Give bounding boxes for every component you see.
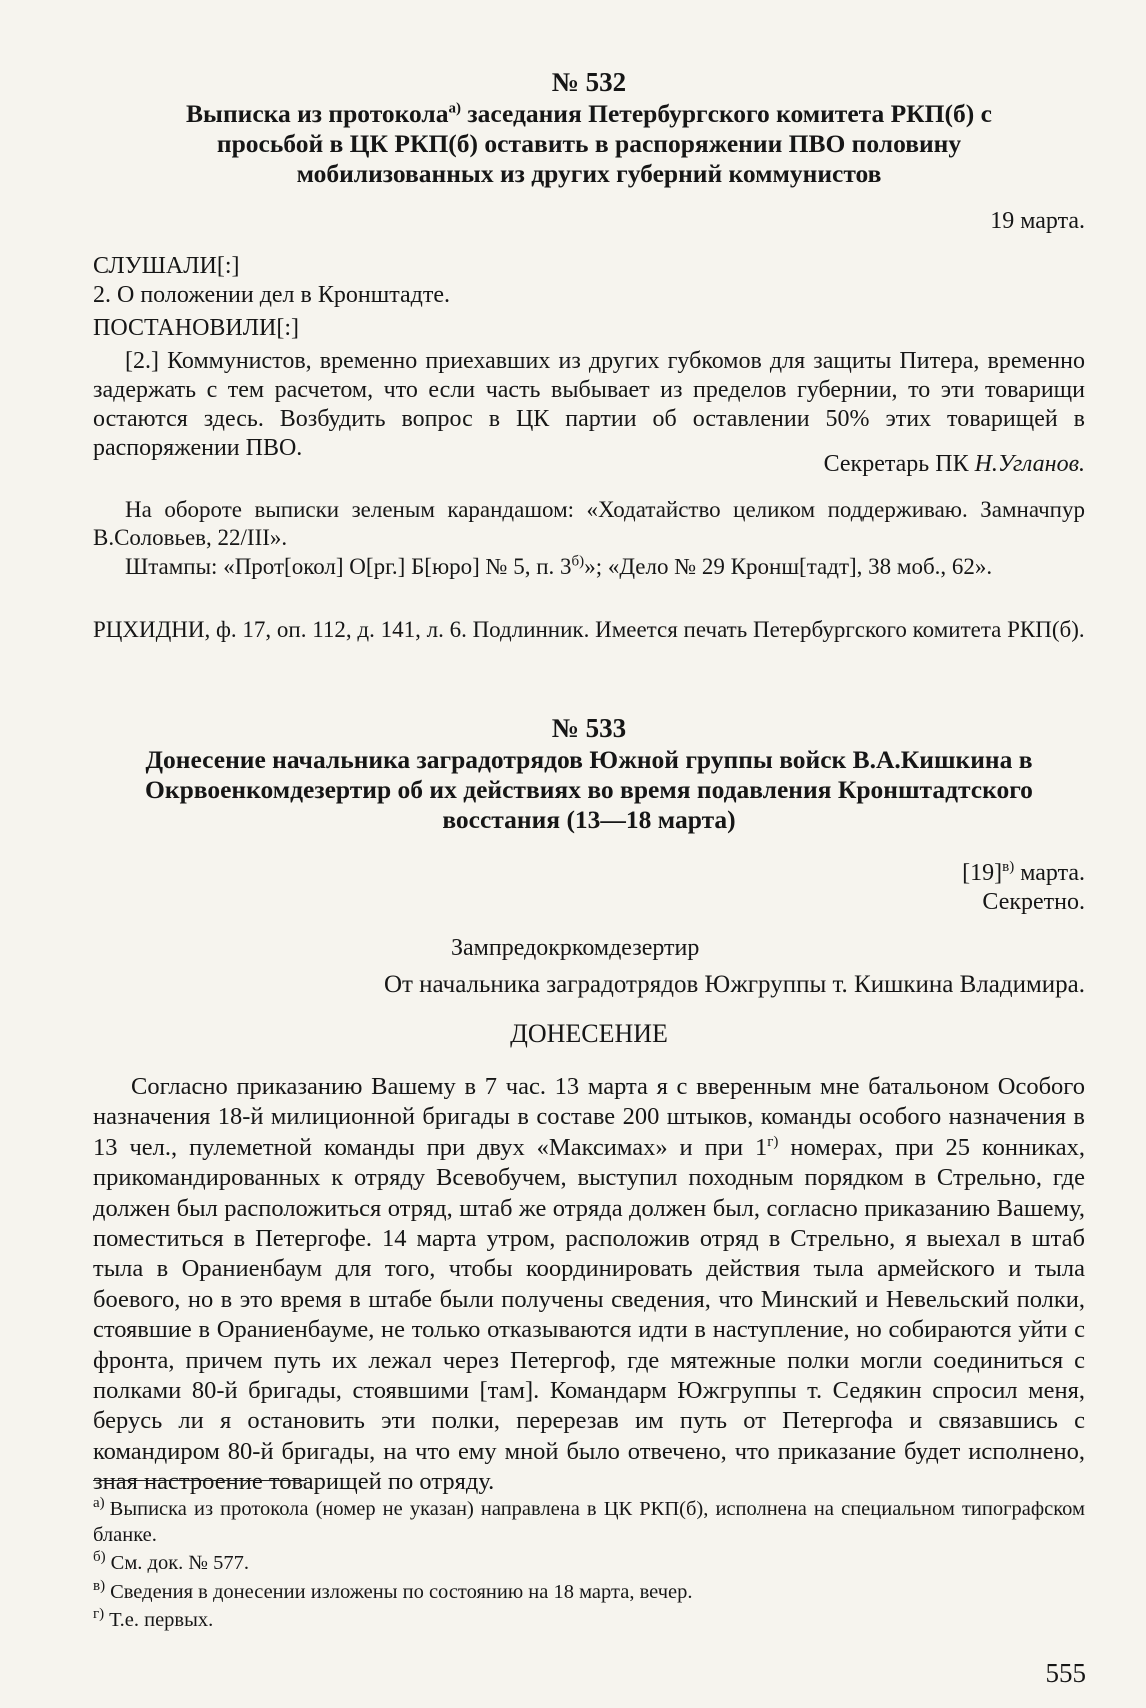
footnote-text: Сведения в донесении изложены по состоянию на 18 марта, вечер. [110, 1580, 693, 1603]
stamps-start: Штампы: «Прот[окол] О[рг.] Б[юро] № 5, п. 3 [125, 554, 572, 579]
doc532-title-footnote-mark: а) [448, 100, 461, 117]
stamps-footnote-mark: б) [571, 553, 585, 570]
archive-reference: РЦХИДНИ, ф. 17, оп. 112, д. 141, л. 6. Подлинник. Имеется печать Петербургского комитета РКП(б). [93, 617, 1085, 642]
report-body-start: Согласно приказанию Вашему в 7 час. 13 марта я с вверенным мне батальоном Особого назначения 18-й милиционной бригады в составе 200 штыков, команды особого назначения в 13 чел., пулеметной команды при двух «Максимах» и при 1 [93, 1073, 1085, 1161]
resolved-text: [2.] Коммунистов, временно приехавших из других губкомов для защиты Питера, временно задержать с тем расчетом, что если часть выбывает из пределов губернии, то эти товарищи остаются здесь. Возбудить вопрос в ЦК партии об оставлении 50% этих товарищей в распоряжении ПВО. [93, 348, 1085, 461]
doc532-number: № 532 [551, 67, 627, 97]
doc533-date [93, 859, 1085, 888]
footnote-divider [93, 1480, 307, 1481]
footnote-item [93, 1608, 1085, 1634]
report-body-rest: номерах, при 25 конниках, прикомандированных к отряду Всевобучем, выступил походным порядком в Стрельно, где должен был расположиться отряд, штаб же отряда должен был, согласно приказанию Вашему, поместиться в Петергофе. 14 марта утром, расположив отряд в Стрельно, я выехал в штаб тыла в Ораниенбаум для того, чтобы координировать действия тыла армейского и тыла боевого, но в это время в штабе были получены сведения, что Минский и Невельский полки, стоявшие в Ораниенбауме, не только отказываются идти в наступление, но собираются уйти с фронта, причем путь их лежал через Петергоф, где мятежные полки могли соединиться с полками 80-й бригады, стоявшими [там]. Командарм Южгруппы т. Седякин спросил меня, берусь ли я остановить эти полки, перерезав им путь от Петергофа и связавшись с командиром 80-й бригады, на что ему мной было отвечено, что приказание будет исполнено, зная настроение товарищей по отряду. [93, 1133, 1085, 1496]
footnote-mark: а) [93, 1495, 105, 1512]
footnote-text: Выписка из протокола (номер не указан) направлена в ЦК РКП(б), исполнена на специальном типографском бланке. [93, 1498, 1085, 1546]
report-heading: ДОНЕСЕНИЕ [510, 1019, 668, 1048]
footnote-mark: г) [93, 1606, 105, 1623]
reverse-note: На обороте выписки зеленым карандашом: «Ходатайство целиком поддерживаю. Замначпур В.Соловьев, 22/III». [93, 497, 1085, 550]
addressee: Зампредокркомдезертир [451, 935, 700, 961]
doc532-signature [93, 450, 1085, 479]
report-body-footnote-mark: г) [767, 1133, 779, 1150]
doc533-date-footnote-mark: в) [1002, 859, 1015, 875]
doc532-title [93, 99, 1085, 189]
doc533-date-start: [19] [962, 860, 1003, 886]
heard-item: 2. О положении дел в Кронштадте. [93, 282, 450, 308]
signature-name: Н.Угланов. [974, 451, 1085, 477]
doc533-number: № 533 [551, 713, 627, 743]
footnote-mark: в) [93, 1577, 106, 1594]
sender: От начальника заградотрядов Южгруппы т. Кишкина Владимира. [383, 971, 1085, 998]
stamps-note [93, 553, 1085, 581]
footnote-item [93, 1551, 1085, 1577]
doc533-date-rest: марта. [1014, 860, 1085, 886]
doc533-title: Донесение начальника заградотрядов Южной группы войск В.А.Кишкина в Окрвоенкомдезертир об их действиях во время подавления Кронштадтского восстания (13—18 марта) [145, 745, 1033, 834]
stamps-rest: »; «Дело № 29 Кронш[тадт], 38 моб., 62». [584, 554, 993, 579]
footnote-text: Т.е. первых. [109, 1609, 214, 1631]
secret-mark: Секретно. [982, 889, 1085, 915]
footnote-item [93, 1577, 1085, 1606]
footnote-mark: б) [93, 1549, 106, 1566]
doc532-date: 19 марта. [990, 208, 1085, 234]
report-body [93, 1072, 1085, 1498]
resolved-label: ПОСТАНОВИЛИ[:] [93, 315, 300, 341]
heard-label: СЛУШАЛИ[:] [93, 253, 240, 279]
doc532-title-start: Выписка из протокола [186, 99, 449, 128]
footnote-text: См. док. № 577. [110, 1552, 249, 1574]
footnote-item [93, 1497, 1085, 1548]
page-number: 555 [1045, 1658, 1086, 1688]
footnotes [93, 1497, 1085, 1634]
doc532-title-rest: заседания Петербургского комитета РКП(б) с просьбой в ЦК РКП(б) оставить в распоряжении ПВО половину мобилизованных из других губерний коммунистов [216, 99, 992, 188]
signature-label: Секретарь ПК [823, 451, 975, 477]
